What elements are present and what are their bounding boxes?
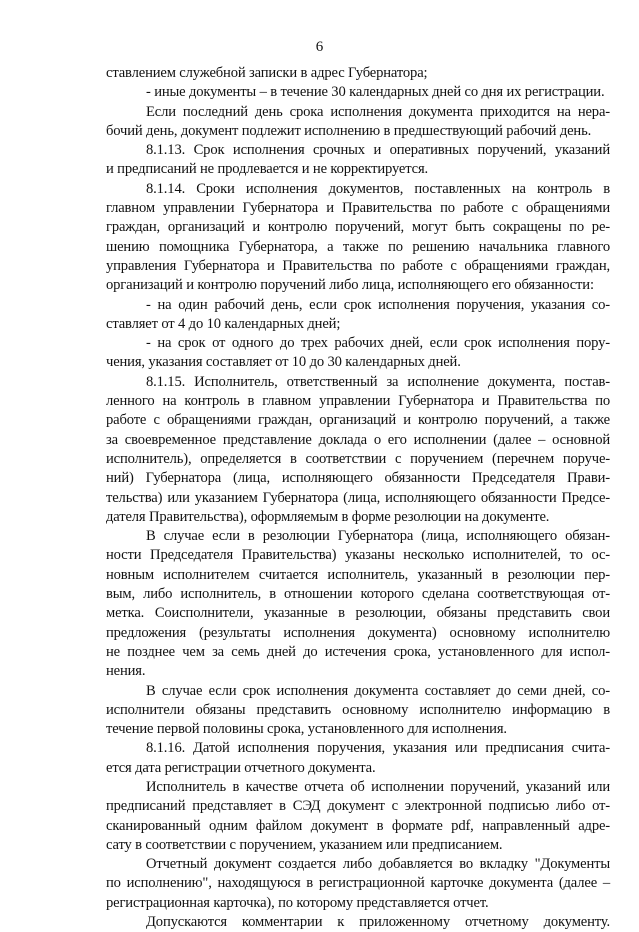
text-line: исполнитель), определяется в соответствии с поручением (перечнем поруче- xyxy=(106,450,610,467)
text-line: по исполнению", находящуюся в регистрационной карточке документа (далее – xyxy=(106,875,610,892)
text-line: Отчетный документ создается либо добавляется во вкладку "Документы xyxy=(146,856,610,873)
text-line: работе с обращениями граждан, организаций и контролю поручений, а также xyxy=(106,412,610,429)
text-line: новным исполнителем считается исполнитель, указанный в резолюции пер- xyxy=(106,566,610,583)
text-line: ности Председателя Правительства) указаны несколько исполнителей, то ос- xyxy=(106,547,610,564)
text-line: метка. Соисполнители, указанные в резолюции, обязаны представить свои xyxy=(106,605,610,622)
text-line: тельства) или указанием Губернатора (лица, исполняющего обязанности Предсе- xyxy=(106,489,610,506)
text-line: сканированный одним файлом документ в формате pdf, направленный адре- xyxy=(106,817,610,834)
text-line: Если последний день срока исполнения документа приходится на нера- xyxy=(146,103,610,120)
text-line: главном управлении Губернатора и Правительства по работе с обращениями xyxy=(106,200,610,217)
text-line: чения, указания составляет от 10 до 30 календарных дней. xyxy=(106,354,461,371)
text-line: не позднее чем за семь дней до истечения срока, установленного для испол- xyxy=(106,643,610,660)
text-line: 8.1.14. Сроки исполнения документов, поставленных на контроль в xyxy=(146,180,610,197)
text-line: предписаний представляет в СЭД документ с электронной подписью либо от- xyxy=(106,798,610,815)
text-line: ставлением служебной записки в адрес Губернатора; xyxy=(106,65,428,81)
text-line: дателя Правительства), оформляемым в форме резолюции на документе. xyxy=(106,508,550,525)
text-line: ется дата регистрации отчетного документа. xyxy=(106,759,376,776)
text-line: 8.1.15. Исполнитель, ответственный за исполнение документа, постав- xyxy=(146,373,610,390)
text-line: вым, либо исполнитель, в отношении которого сделана соответствующая от- xyxy=(106,586,610,603)
text-line: - на один рабочий день, если срок исполнения поручения, указания со- xyxy=(146,296,610,313)
text-line: и предписаний не продлевается и не корректируется. xyxy=(106,161,429,178)
text-line: предложения (результаты исполнения документа) основному исполнителю xyxy=(106,624,610,641)
text-line: В случае если в резолюции Губернатора (лица, исполняющего обязан- xyxy=(146,528,610,545)
text-line: управления Губернатора и Правительства по работе с обращениями граждан, xyxy=(106,257,610,274)
text-line: В случае если срок исполнения документа составляет до семи дней, со- xyxy=(146,682,610,699)
text-line: нения. xyxy=(106,663,146,680)
text-line: 8.1.16. Датой исполнения поручения, указания или предписания счита- xyxy=(146,740,610,757)
text-line: за своевременное представление доклада о его исполнении (далее – основной xyxy=(106,431,610,448)
document-body xyxy=(106,64,610,932)
text-line: исполнители обязаны представить основному исполнителю информацию в xyxy=(106,701,610,718)
text-line: сату в соответствии с поручением, указанием или предписанием. xyxy=(106,836,503,853)
text-line: граждан, организаций и контролю поручений, могут быть сокращены по ре- xyxy=(106,219,610,236)
text-line: бочий день, документ подлежит исполнению в предшествующий рабочий день. xyxy=(106,122,592,139)
text-line: Исполнитель в качестве отчета об исполнении поручений, указаний или xyxy=(146,778,610,795)
text-line: регистрационная карточка), по которому представляется отчет. xyxy=(106,894,489,911)
text-line: шению помощника Губернатора, а также по решению начальника главного xyxy=(106,238,610,255)
text-line: течение первой половины срока, установленного для исполнения. xyxy=(106,721,507,738)
text-line: - иные документы – в течение 30 календарных дней со дня их регистрации. xyxy=(146,84,605,101)
text-line: ний) Губернатора (лица, исполняющего обязанности Председателя Прави- xyxy=(106,470,610,487)
text-line: ставляет от 4 до 10 календарных дней; xyxy=(106,315,341,332)
text-line: 8.1.13. Срок исполнения срочных и оперативных поручений, указаний xyxy=(146,142,610,159)
text-line: Допускаются комментарии к приложенному отчетному документу. xyxy=(146,914,610,931)
page-number: 6 xyxy=(315,39,324,55)
text-line: - на срок от одного до трех рабочих дней, если срок исполнения пору- xyxy=(146,335,610,352)
text-line: ленного на контроль в главном управлении Губернатора и Правительства по xyxy=(106,393,610,410)
text-line: организаций и контролю поручений либо лица, исполняющего его обязанности: xyxy=(106,277,594,294)
